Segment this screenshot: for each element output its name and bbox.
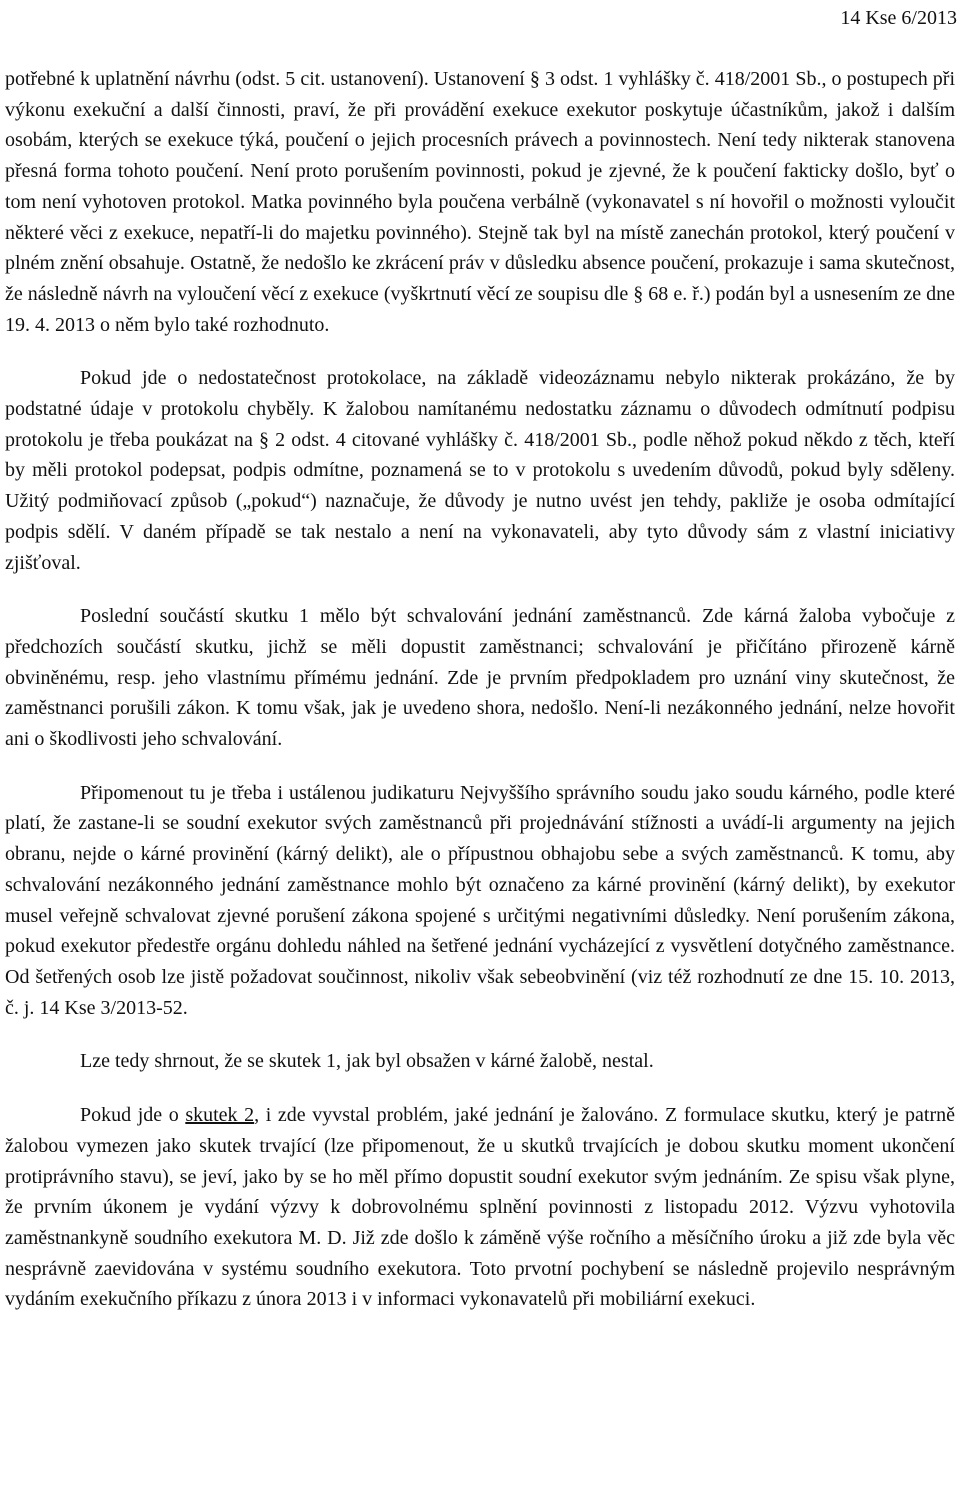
paragraph-instruction-duty: potřebné k uplatnění návrhu (odst. 5 cit. ustanovení). Ustanovení § 3 odst. 1 vyhlášky č. 418/2001 Sb., o postupech při výkonu exekuční a další činnosti, praví, že při provádění exekuce exekutor poskytuje účastníkům, jakož i dalším osobám, kterých se exekuce týká, poučení o jejich procesních právech a povinnostech. Není tedy nikterak stanovena přesná forma tohoto poučení. Není proto porušením povinnosti, pokud je zjevné, že k poučení fakticky došlo, byť o tom není vyhotoven protokol. Matka povinného byla poučena verbálně (vykonavatel s ní hovořil o možnosti vyloučit některé věci z exekuce, nepatří-li do majetku povinného). Stejně tak byl na místě zanechán protokol, který poučení v plném znění obsahuje. Ostatně, že nedošlo ke zkrácení práv v důsledku absence poučení, prokazuje i sama skutečnost, že následně návrh na vyloučení věcí z exekuce (vyškrtnutí věcí ze soupisu dle § 68 e. ř.) podán byl a usnesením ze dne 19. 4. 2013 o něm bylo také rozhodnuto. — [5, 68, 955, 336]
act-2-underlined-reference: skutek 2 — [185, 1104, 255, 1127]
paragraph-act-2 — [5, 1100, 955, 1315]
case-number-header: 14 Kse 6/2013 — [840, 7, 957, 29]
paragraph-act-2-lead: Pokud jde o — [80, 1104, 186, 1127]
paragraph-approval-of-conduct: Poslední součástí skutku 1 mělo být schvalování jednání zaměstnanců. Zde kárná žaloba vybočuje z předchozích součástí skutku, jichž se měli dopustit zaměstnanci; schvalování je přičítáno přirozeně kárně obviněnému, resp. jeho vlastnímu přímému jednání. Zde je prvním předpokladem pro uznání viny skutečnost, že zaměstnanci porušili zákon. K tomu však, jak je uvedeno shora, nedošlo. Není-li nezákonného jednání, nelze hovořit ani o škodlivosti jeho schvalování. — [5, 605, 955, 751]
paragraph-case-law: Připomenout tu je třeba i ustálenou judikaturu Nejvyššího správního soudu jako soudu kárného, podle které platí, že zastane-li se soudní exekutor svých zaměstnanců při projednávání stížnosti a uvádí-li argumenty na jejich obranu, nejde o kárné provinění (kárný delikt), ale o přípustnou obhajobu sebe a svých zaměstnanců. K tomu, aby schvalování nezákonného jednání zaměstnance mohlo být označeno za kárné provinění (kárný delikt), by exekutor musel veřejně schvalovat zjevné porušení zákona spojené s určitými negativními důsledky. Není porušením zákona, pokud exekutor předestře orgánu dohledu náhled na šetřené jednání vycházející z vysvětlení dotyčného zaměstnance. Od šetřených osob lze jistě požadovat součinnost, nikoliv však sebeobvinění (viz též rozhodnutí ze dne 15. 10. 2013, č. j. 14 Kse 3/2013-52. — [5, 781, 955, 1019]
document-body — [5, 64, 955, 1338]
paragraph-protocol-insufficiency: Pokud jde o nedostatečnost protokolace, na základě videozáznamu nebylo nikterak prokázáno, že by podstatné údaje v protokolu chyběly. K žalobou namítanému nedostatku záznamu o důvodech odmítnutí podpisu protokolu je třeba poukázat na § 2 odst. 4 citované vyhlášky č. 418/2001 Sb., podle něhož pokud někdo z těch, kteří by měli protokol podepsat, podpis odmítne, poznamená se to v protokolu s uvedením důvodů, pokud byly sděleny. Užitý podmiňovací způsob („pokud“) naznačuje, že důvody je nutno uvést jen tehdy, pakliže je osoba odmítající podpis sdělí. V daném případě se tak nestalo a není na vykonavateli, aby tyto důvody sám z vlastní iniciativy zjišťoval. — [5, 367, 955, 574]
paragraph-summary-act-1: Lze tedy shrnout, že se skutek 1, jak byl obsažen v kárné žalobě, nestal. — [80, 1050, 654, 1073]
paragraph-act-2-rest: , i zde vyvstal problém, jaké jednání je žalováno. Z formulace skutku, který je patrně žalobou vymezen jako skutek trvající (lze připomenout, že u skutků trvajících je dobou skutku moment ukončení protiprávního stavu), se jeví, jako by se ho měl přímo dopustit soudní exekutor svým jednáním. Ze spisu však plyne, že prvním úkonem je vydání výzvy k dobrovolnému splnění povinnosti z listopadu 2012. Výzvu vyhotovila zaměstnankyně soudního exekutora M. D. Již zde došlo k záměně výše ročního a měsíčního úroku a již zde byla věc nesprávně zaevidována v systému soudního exekutora. Toto prvotní pochybení se následně projevilo nesprávným vydáním exekučního příkazu z února 2013 i v informaci vykonavatelů při mobiliární exekuci. — [5, 1104, 956, 1311]
